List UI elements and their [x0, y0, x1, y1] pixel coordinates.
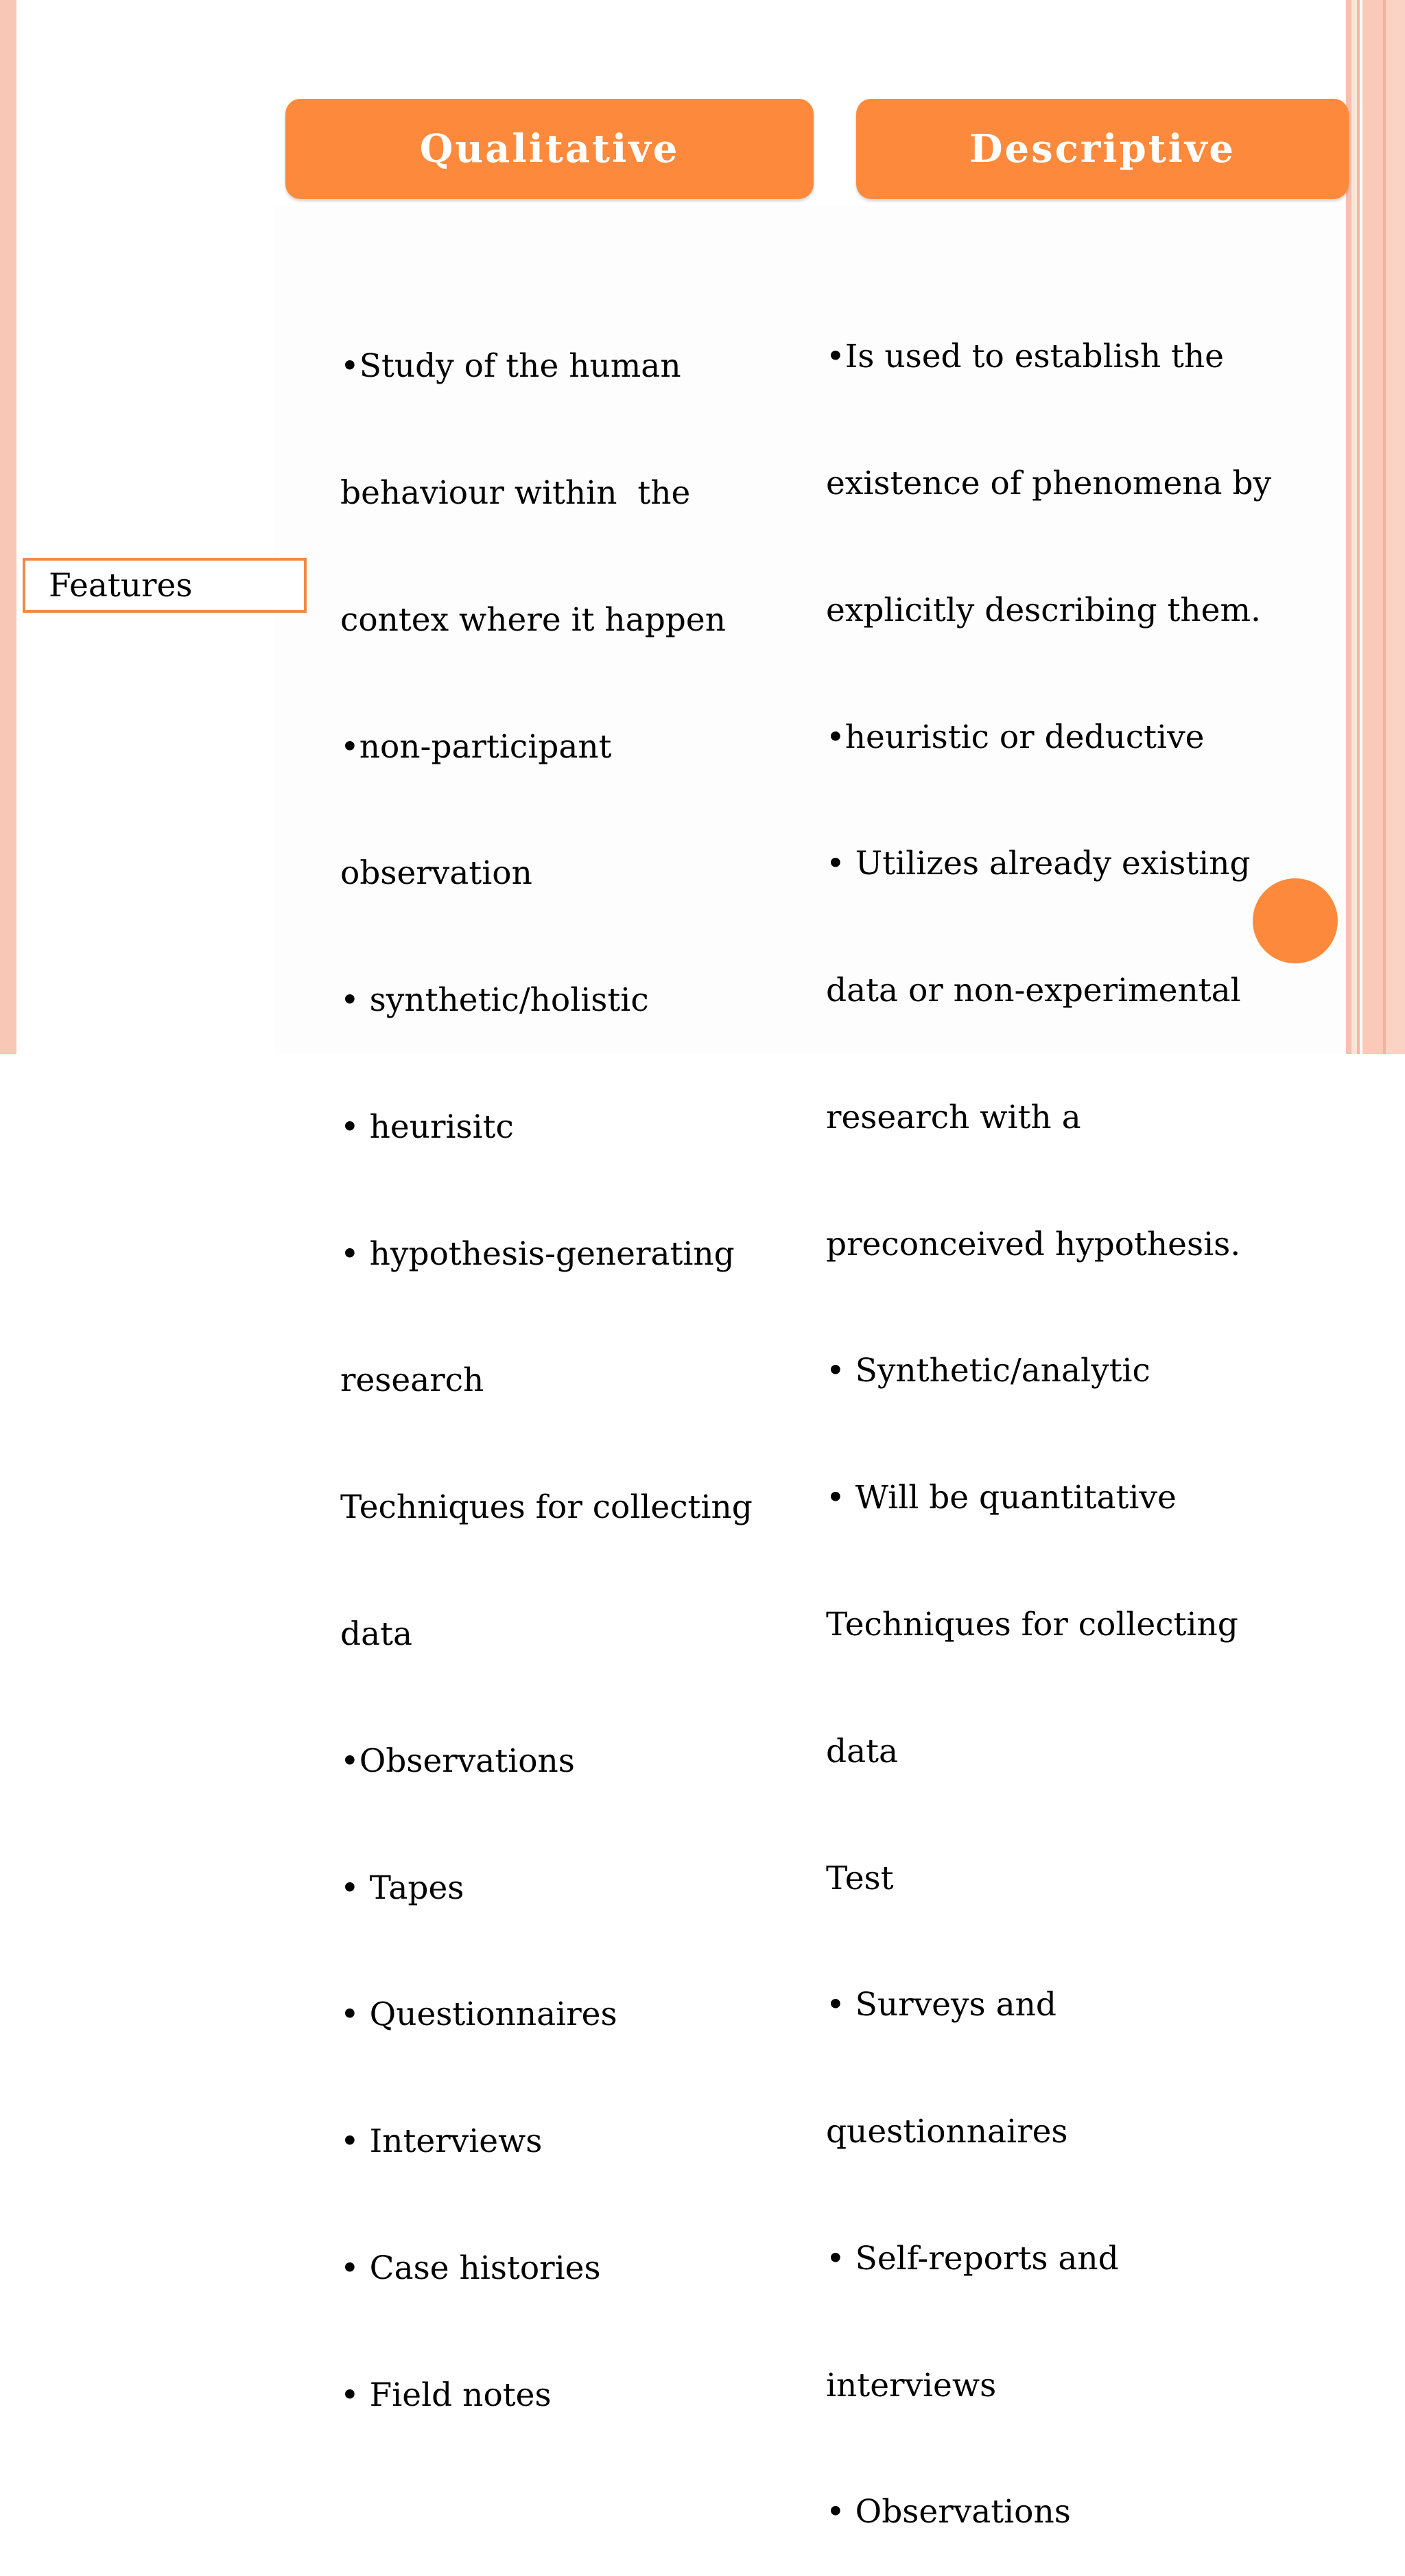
qualitative-line: •non-participant	[340, 727, 612, 766]
qualitative-line: observation	[340, 854, 532, 893]
qualitative-column	[340, 261, 753, 2459]
descriptive-column	[826, 251, 1271, 2576]
descriptive-line: research with a	[826, 1098, 1081, 1136]
descriptive-line: • Surveys and	[826, 1986, 1056, 2024]
descriptive-line: explicitly describing them.	[826, 591, 1261, 629]
descriptive-line: data or non-experimental	[826, 972, 1241, 1010]
qualitative-line: research	[340, 1361, 484, 1400]
descriptive-line: • Utilizes already existing	[826, 845, 1251, 883]
header-descriptive-label: Descriptive	[969, 126, 1236, 172]
descriptive-line: •Is used to establish the	[826, 338, 1224, 376]
slide-right-stripes	[1342, 0, 1405, 1054]
descriptive-line: • Self-reports and	[826, 2239, 1119, 2278]
decorative-orange-circle	[1253, 878, 1338, 963]
descriptive-line: questionnaires	[826, 2113, 1068, 2151]
qualitative-line: Techniques for collecting	[340, 1488, 753, 1527]
header-qualitative	[285, 99, 814, 199]
qualitative-line: behaviour within the	[340, 473, 691, 512]
descriptive-line: data	[826, 1732, 899, 1770]
qualitative-line: • Interviews	[340, 2122, 543, 2161]
descriptive-line: • Observations	[826, 2493, 1071, 2531]
descriptive-line: •heuristic or deductive	[826, 718, 1205, 756]
descriptive-line: preconceived hypothesis.	[826, 1225, 1241, 1263]
slide-left-border	[0, 0, 16, 1054]
qualitative-line: • Field notes	[340, 2376, 552, 2414]
qualitative-line: • hypothesis-generating	[340, 1234, 735, 1273]
qualitative-line: data	[340, 1615, 413, 1653]
descriptive-line: existence of phenomena by	[826, 464, 1272, 502]
qualitative-line: • Tapes	[340, 1869, 464, 1907]
header-qualitative-label: Qualitative	[419, 126, 680, 172]
qualitative-line: • Questionnaires	[340, 1995, 617, 2034]
qualitative-line: •Study of the human	[340, 347, 681, 386]
qualitative-line: contex where it happen	[340, 600, 726, 639]
descriptive-line: Test	[826, 1859, 894, 1897]
descriptive-line: Techniques for collecting	[826, 1606, 1238, 1643]
qualitative-line: • heurisitc	[340, 1108, 514, 1146]
qualitative-line: • synthetic/holistic	[340, 981, 649, 1020]
qualitative-line: • Case histories	[340, 2249, 601, 2287]
descriptive-line: • Will be quantitative	[826, 1479, 1177, 1517]
qualitative-line: •Observations	[340, 1742, 575, 1780]
header-descriptive	[856, 99, 1349, 199]
descriptive-line: interviews	[826, 2366, 997, 2404]
features-label: Features	[49, 566, 193, 605]
features-label-box	[23, 558, 307, 613]
descriptive-line: • Synthetic/analytic	[826, 1352, 1150, 1390]
